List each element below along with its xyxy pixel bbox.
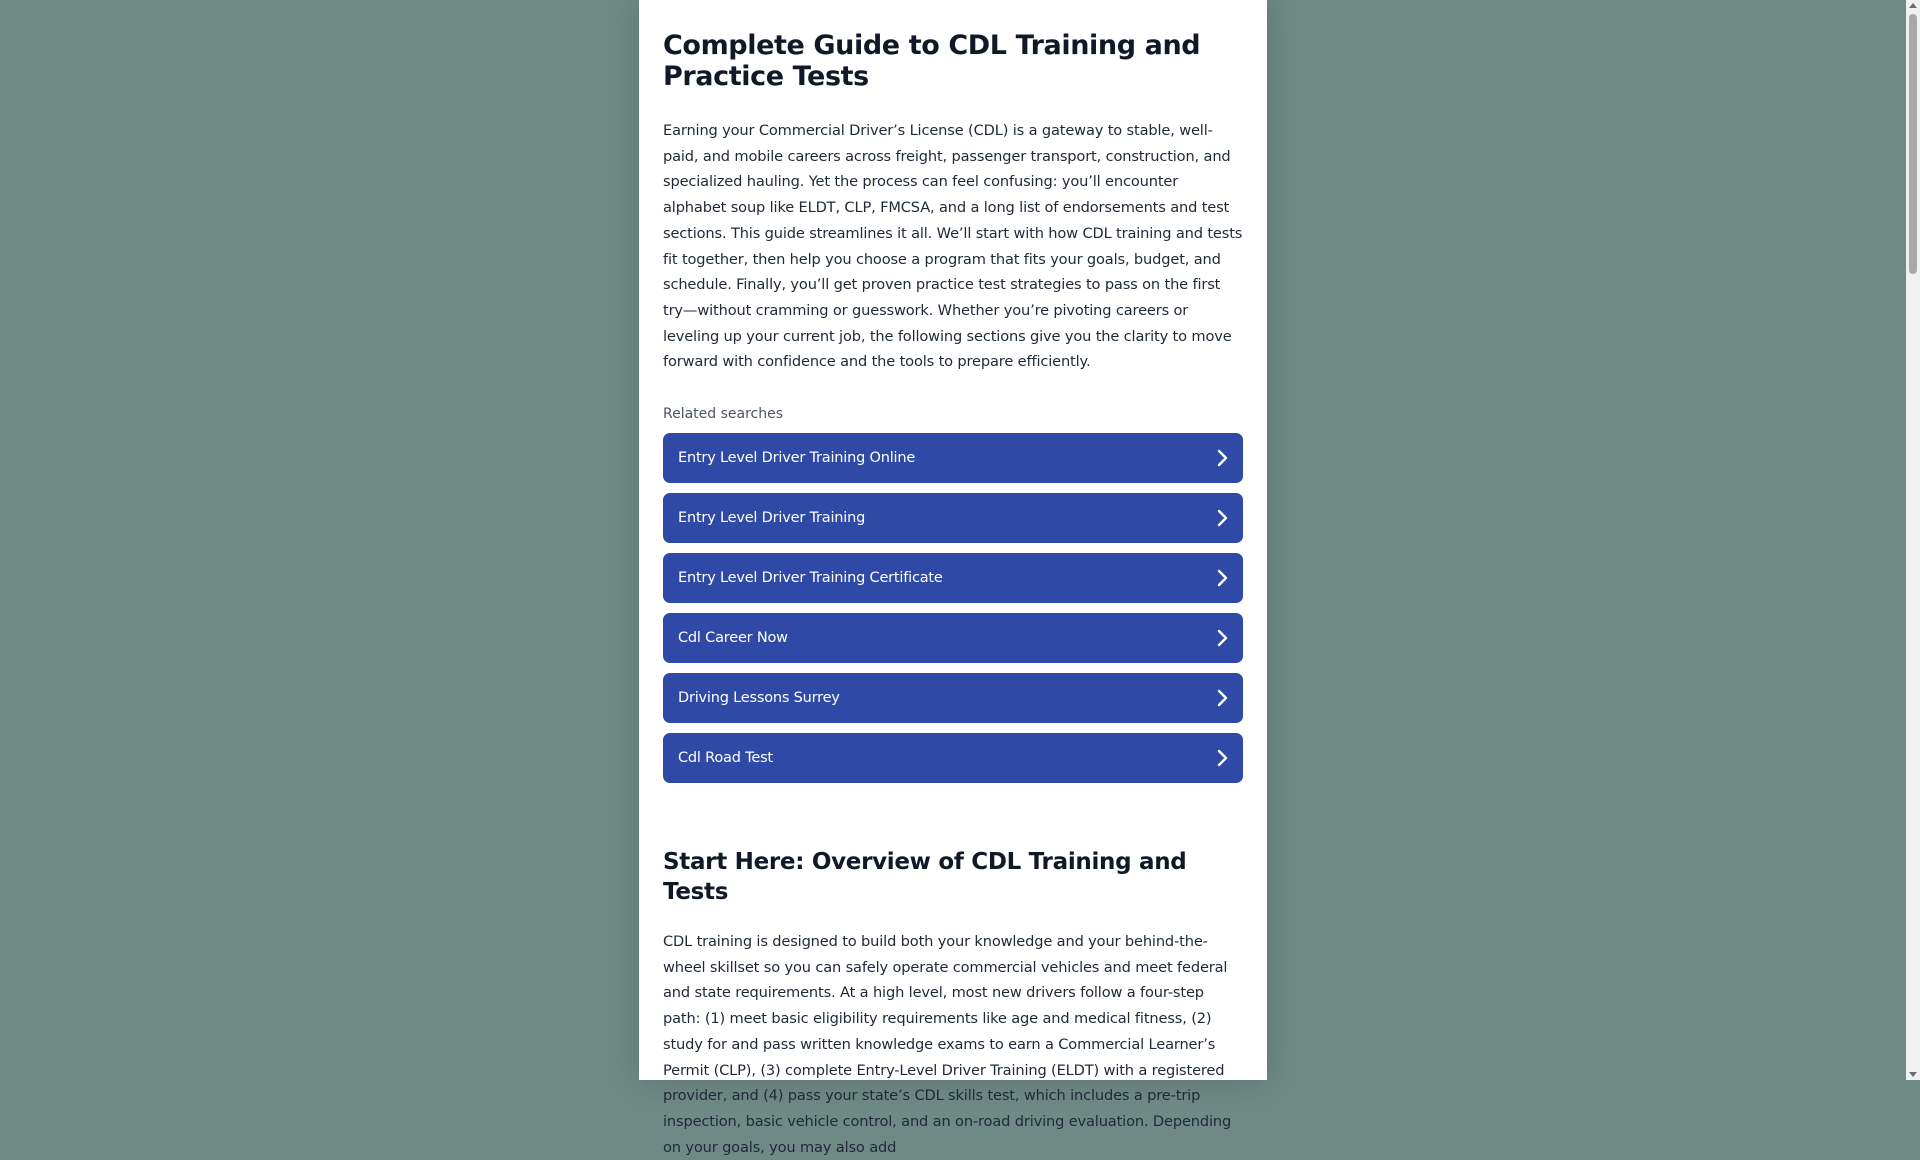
related-search-label: Driving Lessons Surrey bbox=[678, 690, 840, 707]
article-content bbox=[639, 0, 1267, 1160]
related-search-item[interactable] bbox=[663, 433, 1243, 483]
section-paragraph: CDL training is designed to build both your knowledge and your behind-the-wheel skillset so you can safely operate commercial vehicles and meet federal and state requirements. At a high level, most new drivers follow a four-step path: (1) meet basic eligibility requirements like age and medical fitness, (2) study for and pass written knowledge exams to earn a Commercial Learner’s Permit (CLP), (3) complete Entry-Level Driver Training (ELDT) with a registered provider, and (4) pass your state’s CDL skills test, which includes a pre-trip inspection, basic vehicle control, and an on-road driving evaluation. Depending on your goals, you may also add bbox=[663, 933, 1232, 1156]
related-search-item[interactable] bbox=[663, 673, 1243, 723]
section-heading: Start Here: Overview of CDL Training and Tests bbox=[663, 849, 1187, 906]
intro-paragraph: Earning your Commercial Driver’s License (CDL) is a gateway to stable, well-paid, and mobile careers across freight, passenger transport, construction, and specialized hauling. Yet the process can feel confusing: you’ll encounter alphabet soup like ELDT, CLP, FMCSA, and a long list of endorsements and test sections. This guide streamlines it all. We’ll start with how CDL training and tests fit together, then help you choose a program that fits your goals, budget, and schedule. Finally, you’ll get proven practice test strategies to pass on the first try—without cramming or guesswork. Whether you’re pivoting careers or leveling up your current job, the following sections give you the clarity to move forward with confidence and the tools to prepare efficiently. bbox=[663, 122, 1243, 371]
related-search-label: Entry Level Driver Training bbox=[678, 510, 866, 527]
related-search-label: Cdl Road Test bbox=[678, 750, 773, 767]
related-search-item[interactable] bbox=[663, 493, 1243, 543]
related-search-label: Entry Level Driver Training Certificate bbox=[678, 570, 943, 587]
article-page bbox=[639, 0, 1267, 1156]
related-search-label: Entry Level Driver Training Online bbox=[678, 450, 916, 467]
chevron-right-icon bbox=[1213, 748, 1233, 768]
related-search-item[interactable] bbox=[663, 613, 1243, 663]
related-searches-label: Related searches bbox=[663, 406, 784, 423]
scroll-down-arrow-icon[interactable] bbox=[1909, 1072, 1917, 1077]
related-searches-list bbox=[663, 433, 1243, 783]
chevron-right-icon bbox=[1213, 508, 1233, 528]
chevron-right-icon bbox=[1213, 628, 1233, 648]
scroll-up-arrow-icon[interactable] bbox=[1909, 3, 1917, 8]
related-search-item[interactable] bbox=[663, 553, 1243, 603]
vertical-scrollbar[interactable] bbox=[1906, 0, 1920, 1080]
chevron-right-icon bbox=[1213, 448, 1233, 468]
chevron-right-icon bbox=[1213, 688, 1233, 708]
related-search-item[interactable] bbox=[663, 733, 1243, 783]
chevron-right-icon bbox=[1213, 568, 1233, 588]
scrollbar-thumb[interactable] bbox=[1909, 14, 1917, 274]
page-title: Complete Guide to CDL Training and Practice Tests bbox=[663, 30, 1201, 92]
related-search-label: Cdl Career Now bbox=[678, 630, 788, 647]
